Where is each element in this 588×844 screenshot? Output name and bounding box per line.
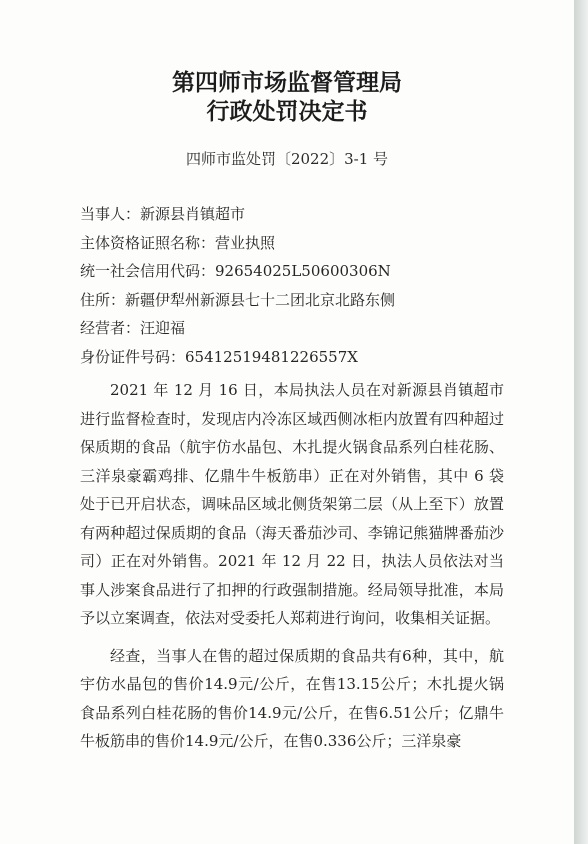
address: 住所：新疆伊犁州新源县七十二团北京北路东侧 bbox=[80, 290, 396, 309]
document-subtitle: 行政处罚决定书 bbox=[206, 98, 368, 125]
document-number: 四师市监处罚〔2022〕3-1 号 bbox=[185, 150, 389, 168]
id-number: 身份证件号码：65412519481226557X bbox=[80, 347, 358, 366]
document-title: 第四师市场监督管理局 bbox=[172, 69, 402, 96]
license-name: 主体资格证照名称：营业执照 bbox=[80, 233, 276, 252]
party-name: 当事人：新源县肖镇超市 bbox=[80, 205, 246, 223]
paragraph: 经查，当事人在售的超过保质期的食品共有6种，其中，航宇仿水晶包的售价14.9元/公斤，在售13.15公斤；木扎提火锅食品系列白桂花肠的售价14.9元/公斤，在售6.51公斤；亿鼎牛牛板筋串的售价14.9元/公斤，在售0.336公斤；三洋泉豪 bbox=[80, 646, 504, 750]
paragraph: 2021 年 12 月 16 日，本局执法人员在对新源县肖镇超市进行监督检查时，发现店内冷冻区域西侧冰柜内放置有四种超过保质期的食品（航宇仿水晶包、木扎提火锅食品系列白桂花肠、三洋泉豪霸鸡排、亿鼎牛牛板筋串）正在对外销售，其中 6 袋处于已开启状态，调味品区域北侧货架第二层（从上至下）放置有两种超过保质期的食品（海天番茄沙司、李锦记熊猫牌番茄沙司）正在对外销售。2021 年 12 月 22 日，执法人员依法对当事人涉案食品进行了扣押的行政强制措施。经局领导批准，本局予以立案调查，依法对受委托人郑莉进行询问，收集相关证据。 bbox=[80, 381, 504, 627]
credit-code: 统一社会信用代码：92654025L50600306N bbox=[80, 262, 391, 281]
document-body bbox=[80, 376, 504, 756]
operator: 经营者：汪迎福 bbox=[80, 319, 186, 338]
party-info bbox=[80, 200, 550, 372]
scan-edge bbox=[574, 0, 588, 844]
